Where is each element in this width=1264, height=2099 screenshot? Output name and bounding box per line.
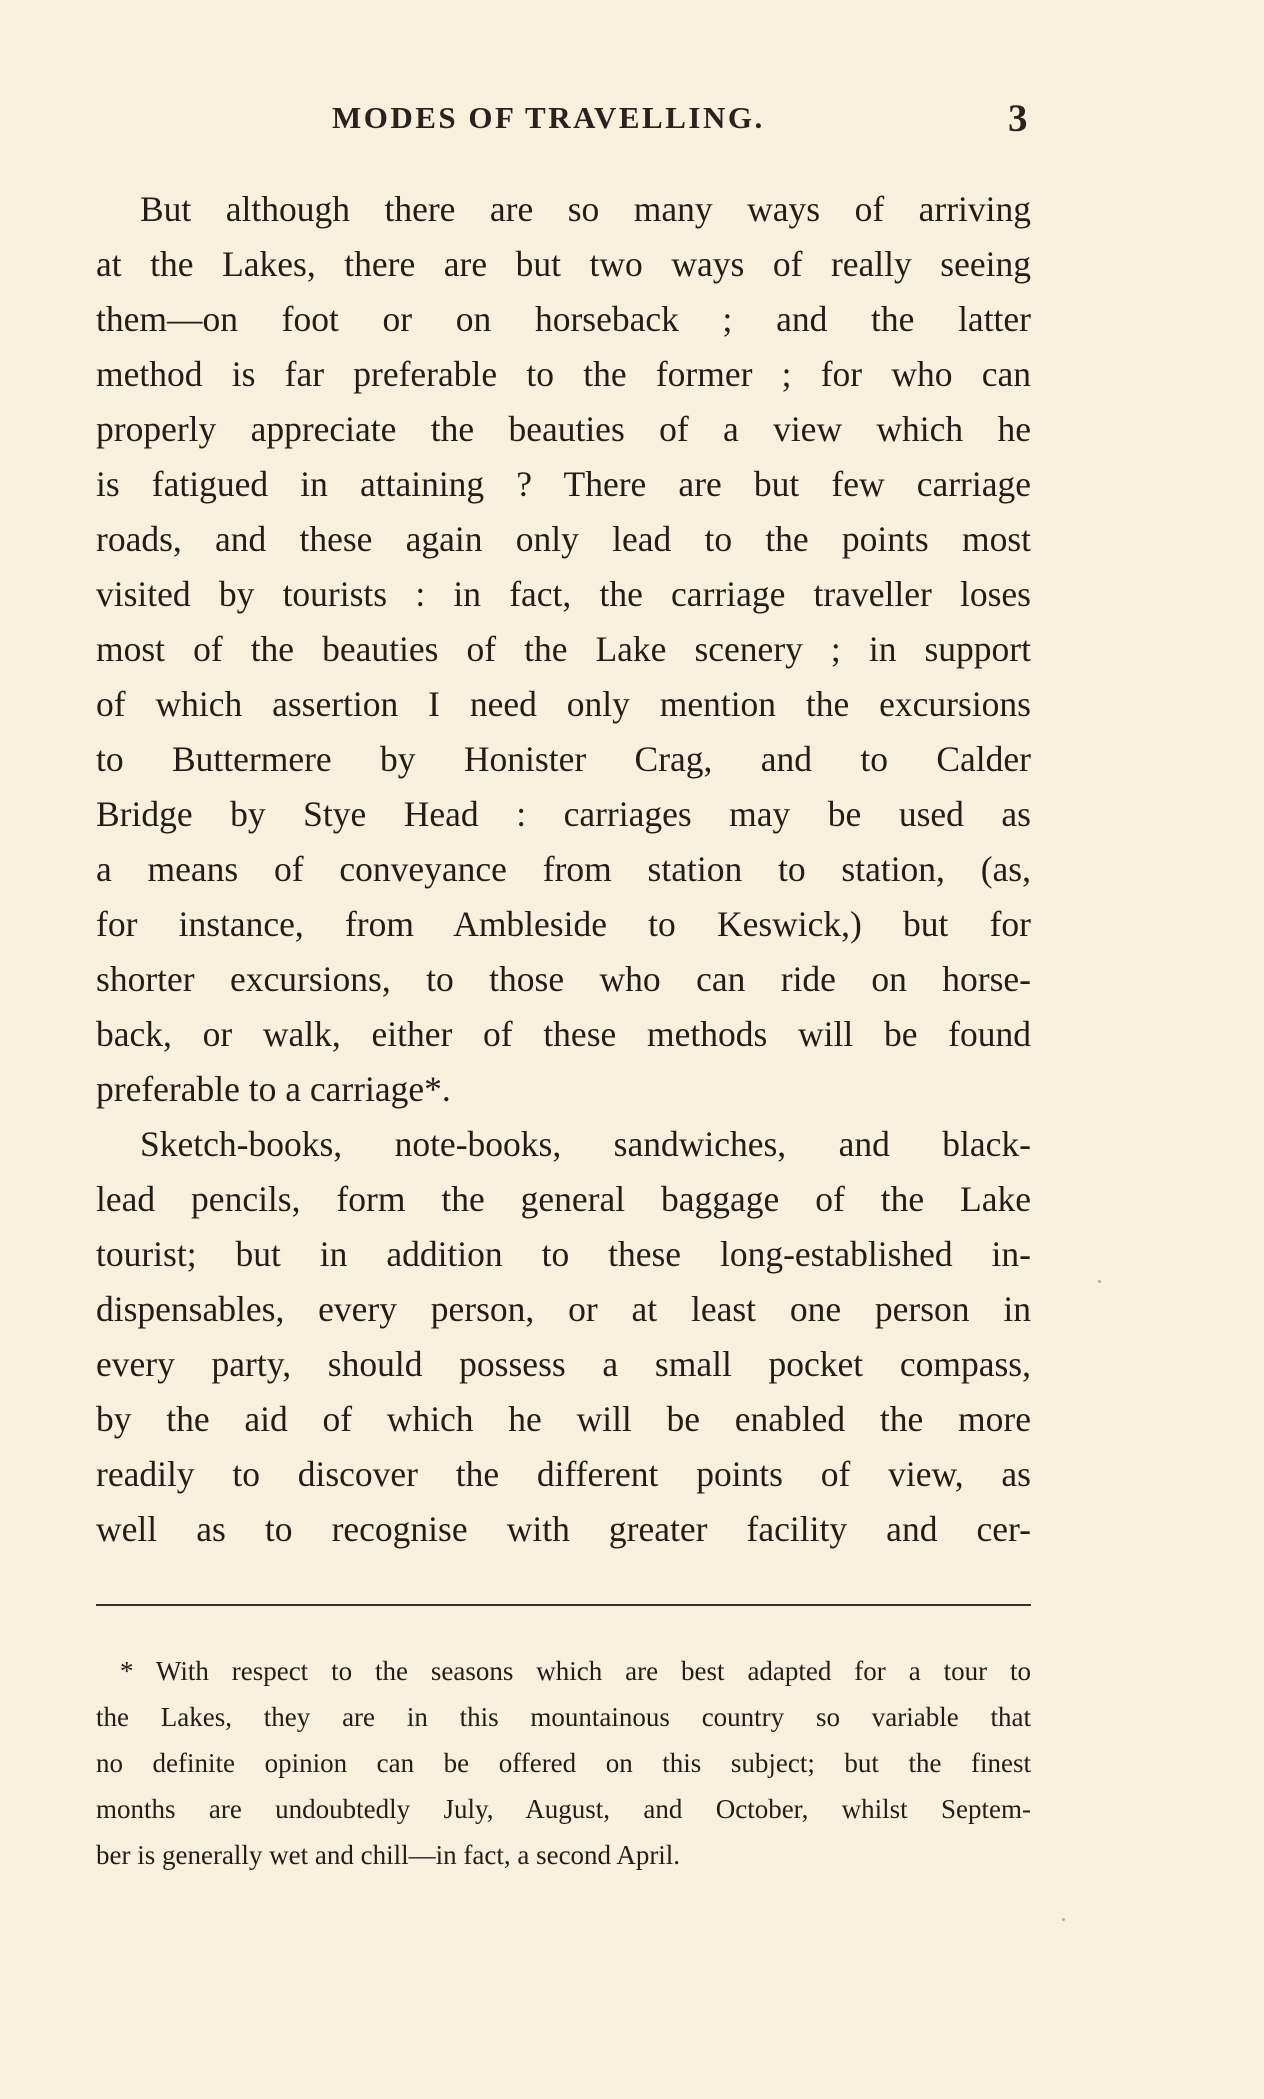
- text-line: is fatigued in attaining ? There are but few carriage: [96, 464, 1031, 504]
- footnote-line: months are undoubtedly July, August, and October, whilst Septem-: [96, 1794, 1031, 1824]
- text-line: Sketch-books, note-books, sandwiches, and black-: [140, 1124, 1031, 1164]
- text-line: of which assertion I need only mention the excursions: [96, 684, 1031, 724]
- text-line: well as to recognise with greater facility and cer-: [96, 1509, 1031, 1549]
- text-line: Bridge by Stye Head : carriages may be used as: [96, 794, 1031, 834]
- text-line: most of the beauties of the Lake scenery ; in support: [96, 629, 1031, 669]
- paper-speck: [1062, 1918, 1065, 1921]
- text-line: dispensables, every person, or at least one person in: [96, 1289, 1031, 1329]
- text-line: to Buttermere by Honister Crag, and to Calder: [96, 739, 1031, 779]
- text-line: shorter excursions, to those who can ride on horse-: [96, 959, 1031, 999]
- text-line: roads, and these again only lead to the points most: [96, 519, 1031, 559]
- text-line: for instance, from Ambleside to Keswick,) but for: [96, 904, 1031, 944]
- text-line: preferable to a carriage*.: [96, 1069, 451, 1109]
- text-line: properly appreciate the beauties of a view which he: [96, 409, 1031, 449]
- footnote-line: no definite opinion can be offered on this subject; but the finest: [96, 1748, 1031, 1778]
- text-line: every party, should possess a small pocket compass,: [96, 1344, 1031, 1384]
- text-line: a means of conveyance from station to station, (as,: [96, 849, 1031, 889]
- text-line: lead pencils, form the general baggage of the Lake: [96, 1179, 1031, 1219]
- text-line: readily to discover the different points of view, as: [96, 1454, 1031, 1494]
- footnote-line: the Lakes, they are in this mountainous country so variable that: [96, 1702, 1031, 1732]
- text-line: by the aid of which he will be enabled the more: [96, 1399, 1031, 1439]
- text-line: back, or walk, either of these methods will be found: [96, 1014, 1031, 1054]
- footnote-rule: [96, 1604, 1031, 1606]
- page-number: 3: [1008, 97, 1028, 140]
- text-line: method is far preferable to the former ; for who can: [96, 354, 1031, 394]
- footnote-line: * With respect to the seasons which are best adapted for a tour to: [120, 1656, 1031, 1686]
- text-line: visited by tourists : in fact, the carriage traveller loses: [96, 574, 1031, 614]
- text-line: them—on foot or on horseback ; and the latter: [96, 299, 1031, 339]
- footnote-line: ber is generally wet and chill—in fact, a second April.: [96, 1840, 681, 1870]
- paper-speck: [1098, 1280, 1101, 1283]
- running-head: MODES OF TRAVELLING.: [332, 100, 765, 135]
- text-line: at the Lakes, there are but two ways of really seeing: [96, 244, 1031, 284]
- text-line: tourist; but in addition to these long-established in-: [96, 1234, 1031, 1274]
- text-line: But although there are so many ways of arriving: [140, 189, 1031, 229]
